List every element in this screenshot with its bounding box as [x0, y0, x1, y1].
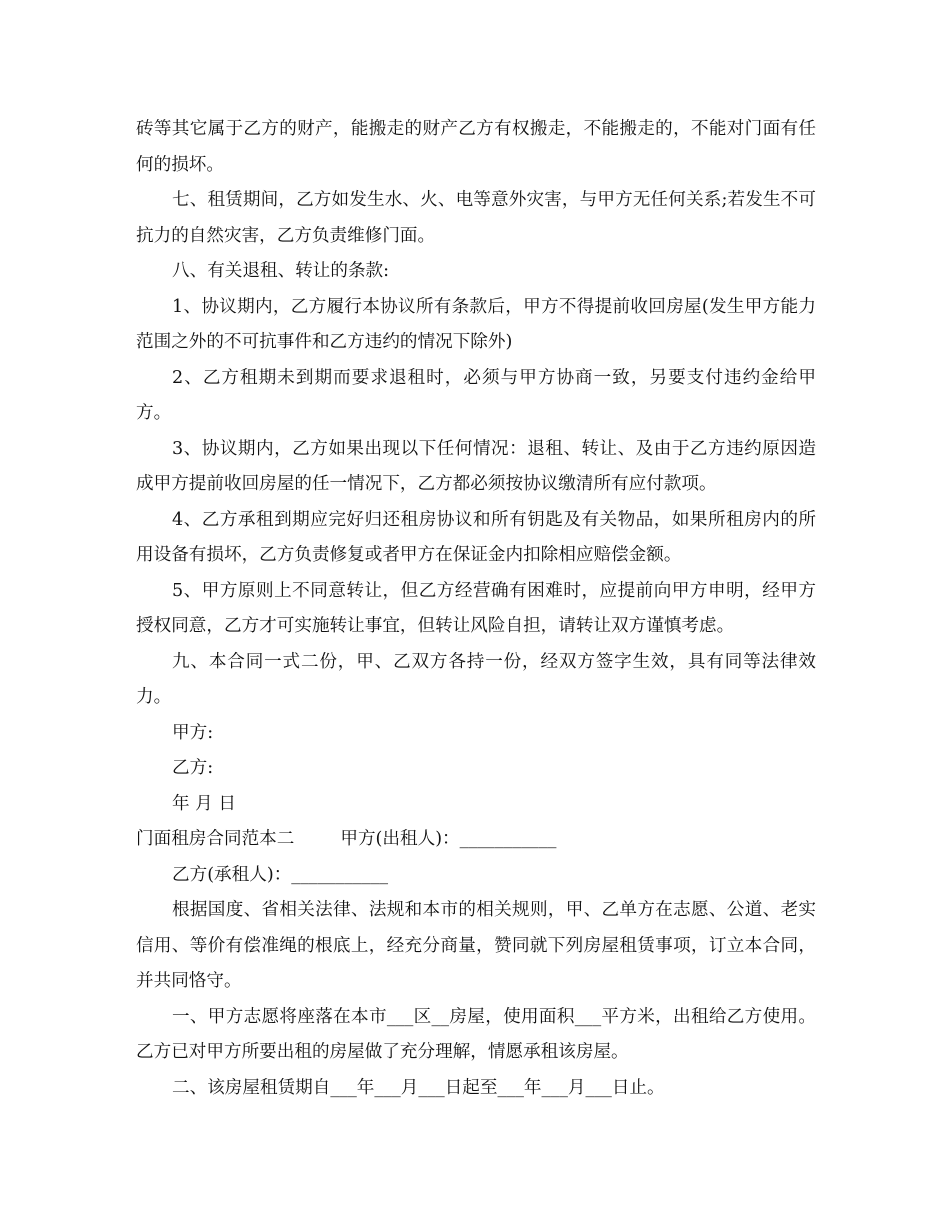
lessee-label: 乙方(承租人)： [172, 864, 292, 885]
lessee-blank: ___________ [291, 864, 389, 885]
paragraph-item-1: 1、协议期内，乙方履行本协议所有条款后，甲方不得提前收回房屋(发生甲方能力范围之外的不可抗事件和乙方违约的情况下除外) [136, 296, 816, 352]
paragraph-property-removal: 砖等其它属于乙方的财产，能搬走的财产乙方有权搬走，不能搬走的，不能对门面有任何的损坏。 [136, 119, 816, 175]
lessee-line [136, 858, 816, 894]
paragraph-clause-two: 二、该房屋租赁期自___年___月___日起至___年___月___日止。 [172, 1077, 665, 1098]
paragraph-clause-one: 一、甲方志愿将座落在本市___区__房屋，使用面积___平方米，出租给乙方使用。乙方已对甲方所要出租的房屋做了充分理解，情愿承租该房屋。 [136, 1006, 816, 1062]
paragraph-item-3: 3、协议期内，乙方如果出现以下任何情况：退租、转让、及由于乙方违约原因造成甲方提前收回房屋的任一情况下，乙方都必须按协议缴清所有应付款项。 [136, 438, 816, 494]
signature-party-a: 甲方: [172, 722, 214, 743]
template-title: 门面租房合同范本二 [136, 829, 295, 849]
lessor-label: 甲方(出租人)： [340, 829, 460, 849]
paragraph-item-4: 4、乙方承租到期应完好归还租房协议和所有钥匙及有关物品，如果所租房内的所用设备有损坏，乙方负责修复或者甲方在保证金内扣除相应赔偿金额。 [136, 509, 816, 565]
template-title-line [136, 822, 816, 858]
signature-party-b: 乙方: [172, 758, 214, 778]
document-body [136, 112, 816, 1106]
paragraph-clause-nine: 九、本合同一式二份，甲、乙双方各持一份，经双方签字生效，具有同等法律效力。 [136, 651, 816, 707]
paragraph-item-5: 5、甲方原则上不同意转让，但乙方经营确有困难时，应提前向甲方申明，经甲方授权同意，乙方才可实施转让事宜，但转让风险自担，请转让双方谨慎考虑。 [136, 580, 816, 636]
signature-date: 年 月 日 [172, 793, 236, 814]
paragraph-preamble: 根据国度、省相关法律、法规和本市的相关规则，甲、乙单方在志愿、公道、老实信用、等价有偿准绳的根底上，经充分商量，赞同就下列房屋租赁事项，订立本合同，并共同恪守。 [136, 900, 816, 991]
paragraph-clause-seven: 七、租赁期间，乙方如发生水、火、电等意外灾害，与甲方无任何关系;若发生不可抗力的自然灾害，乙方负责维修门面。 [136, 190, 816, 246]
lessor-blank: ___________ [459, 829, 557, 849]
paragraph-item-2: 2、乙方租期未到期而要求退租时，必须与甲方协商一致，另要支付违约金给甲方。 [136, 367, 816, 423]
paragraph-clause-eight-heading: 八、有关退租、转让的条款: [172, 261, 390, 281]
